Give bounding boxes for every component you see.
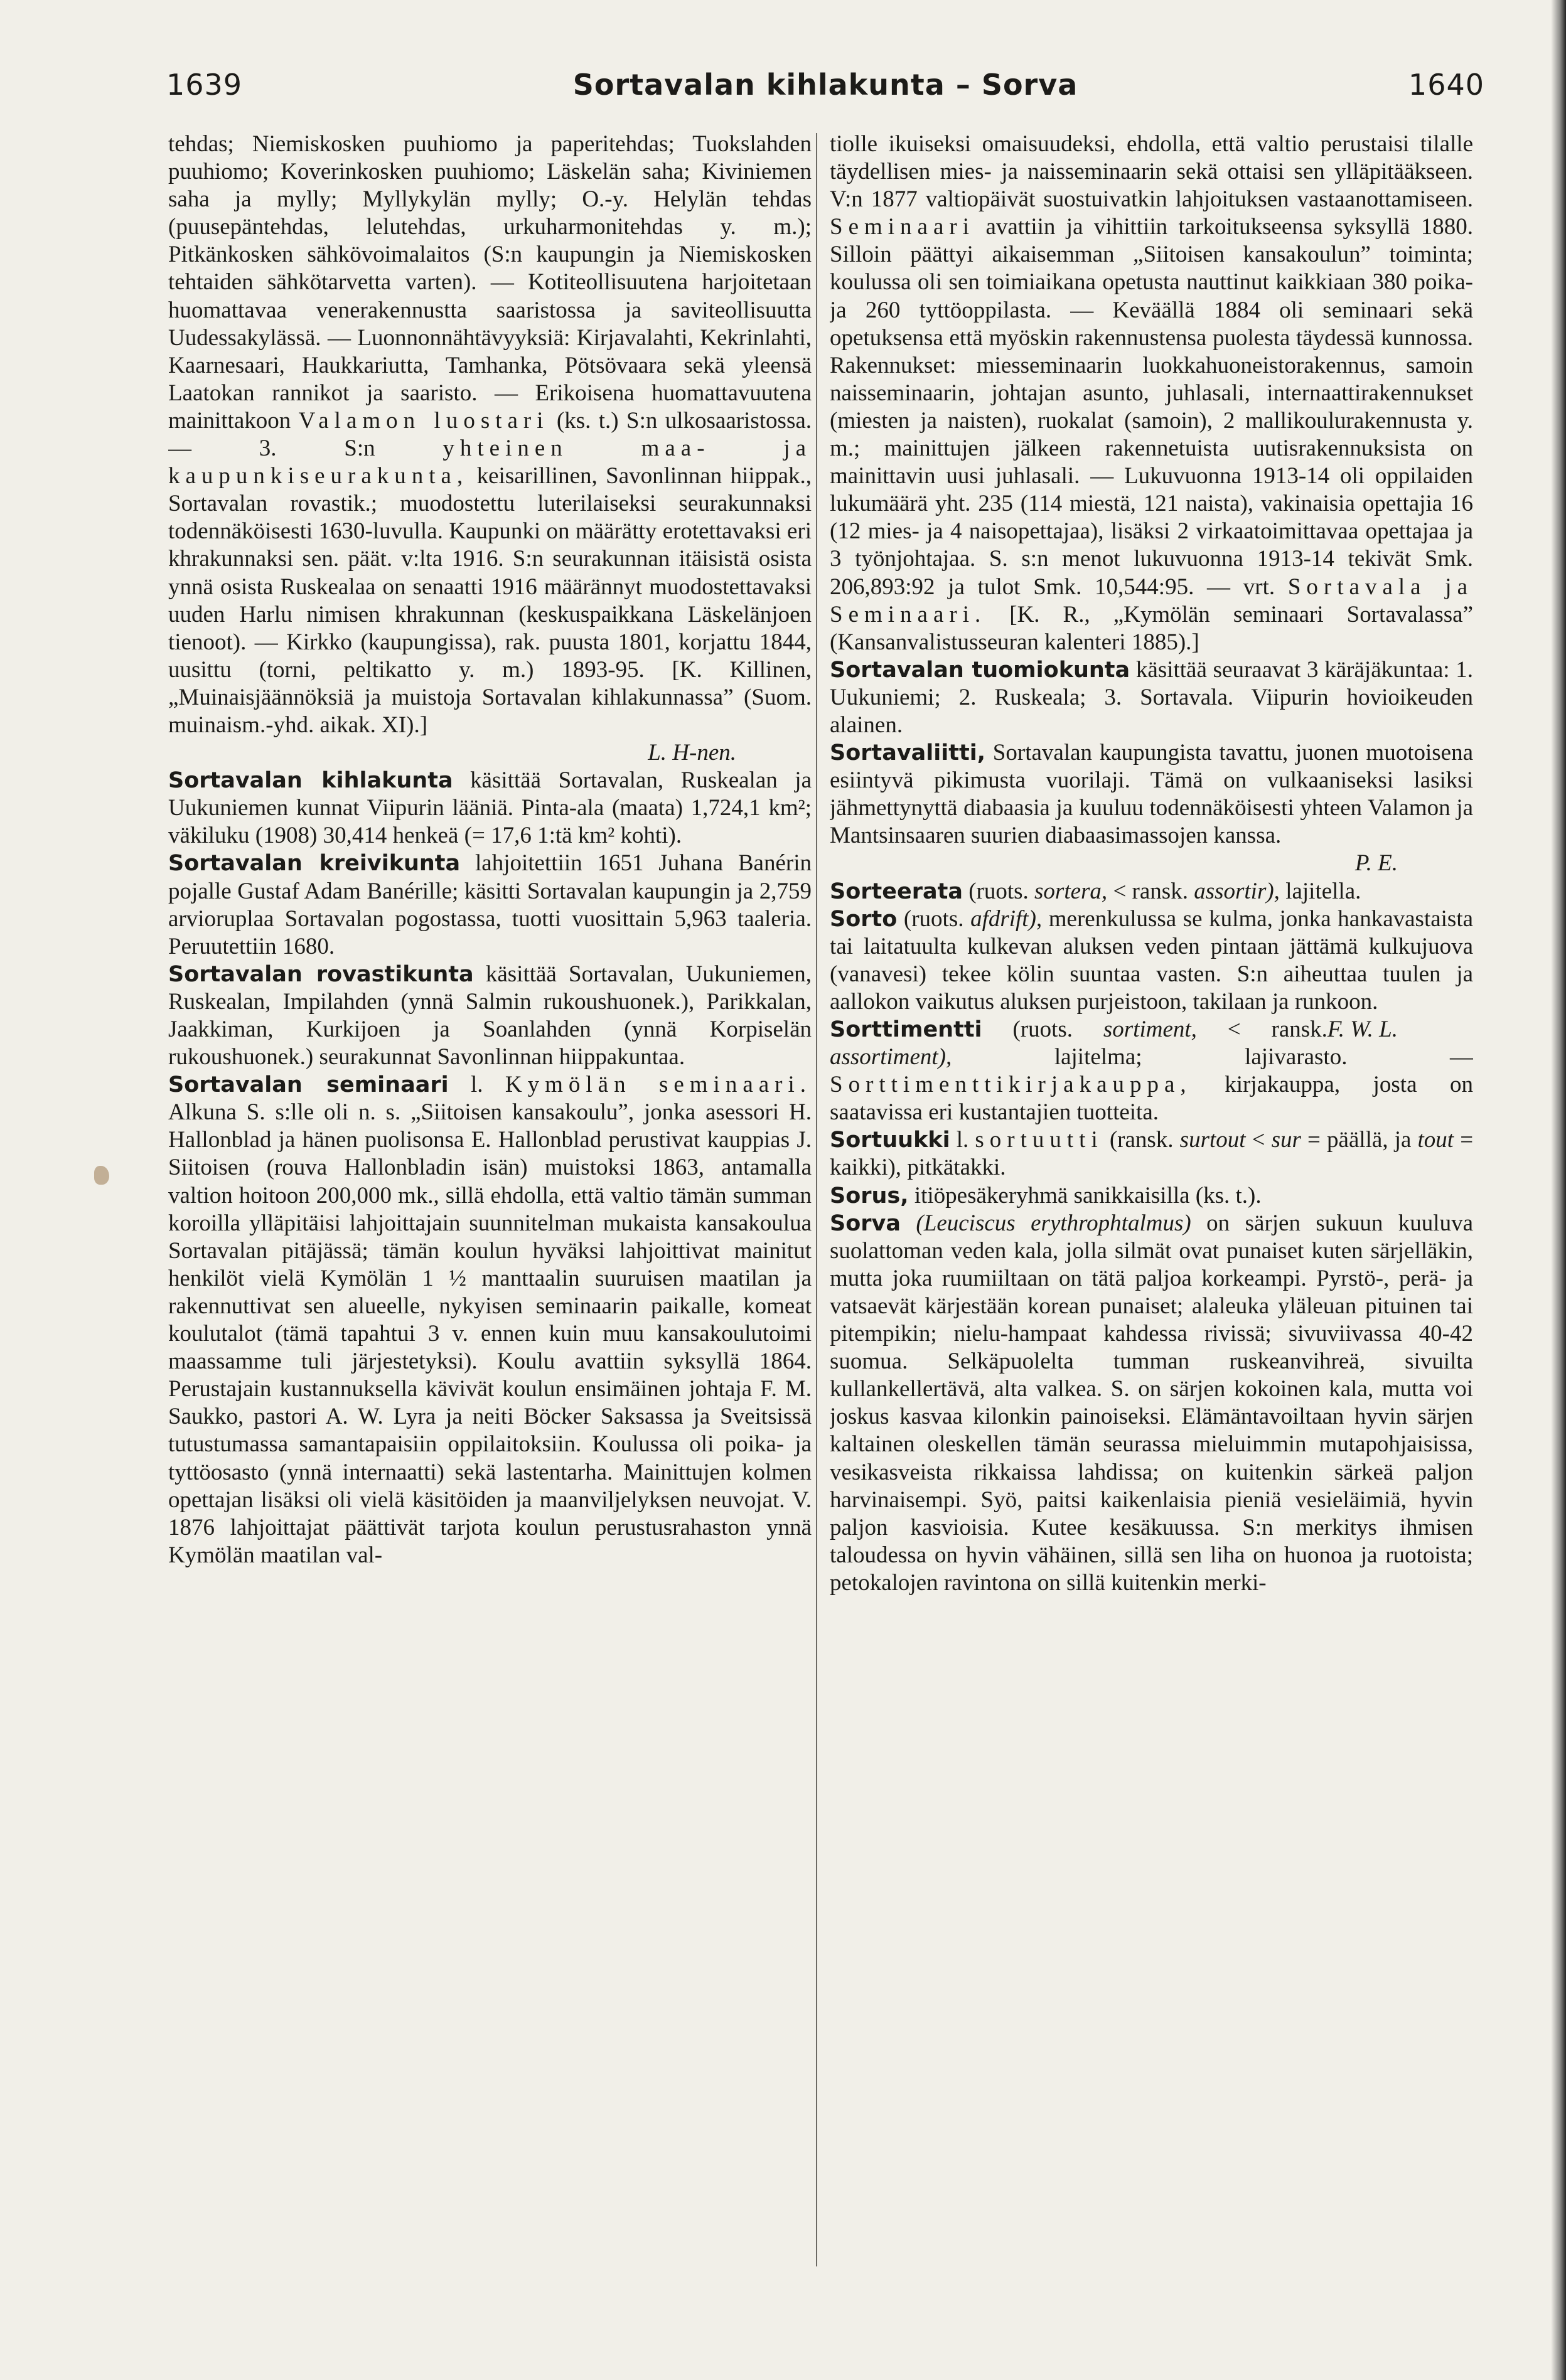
left-column	[168, 131, 812, 2352]
entry-text: = kaikki), pitkätakki.	[830, 1127, 1473, 1181]
entry-text: käsittää seuraavat 3 käräjäkuntaa: 1. Uukuniemi; 2. Ruskeala; 3. Sortavala. Viipurin hovioikeuden alainen.	[830, 656, 1473, 738]
entry-sorva	[830, 1210, 1473, 1597]
right-column	[830, 131, 1473, 2352]
spaced-term: Seminaari	[830, 214, 975, 240]
entry-heading: Sortavaliitti,	[830, 740, 986, 766]
running-head-title: Sortavalan kihlakunta – Sorva	[572, 68, 1078, 102]
entry-sorus	[830, 1182, 1473, 1210]
foreign-term: assortir),	[1194, 878, 1280, 904]
paragraph	[830, 131, 1473, 656]
entry-heading: Sortavalan seminaari	[168, 1072, 449, 1098]
text: avattiin ja vihittiin tarkoitukseensa syksyllä 1880. Silloin päättyi aikaisemman „Siitoisen kansakoulun” toiminta; koulussa oli sen toimiaikana opetusta nauttinut kaikkiaan 380 poika- ja 260 tyttöoppilasta. — Keväällä 1884 oli seminaari sekä opetuksensa että myöskin rakennustensa puolesta täydessä kunnossa. Rakennukset: miesseminaarin luokkahuoneistorakennus, samoin naisseminaarin, johtajan asunto, juhlasali, internaattirakennukset (miesten ja naisten), ruokalat (samoin), 2 mallikoulurakennusta y. m.; mainittujen jälkeen rakennetuista uutisrakennuksista on mainittavin uusi juhlasali. — Lukuvuonna 1913-14 oli oppilaiden lukumäärä yht. 235 (114 miestä, 121 naista), vakinaisia opettajia 16 (12 mies- ja 4 naisopettajaa), lisäksi 2 virkaatoimittavaa opettajaa ja 3 työnjohtajaa. S. s:n menot lukuvuonna 1913-14 tekivät Smk. 206,893:92 ja tulot Smk. 10,544:95. — vrt.	[830, 214, 1473, 600]
page-number-left: 1639	[166, 68, 243, 102]
paragraph	[168, 131, 812, 739]
text: tehdas; Niemiskosken puuhiomo ja paperitehdas; Tuokslahden puuhiomo; Koverinkosken puuhiomo; Läskelän saha; Kiviniemen saha ja mylly; Myllykylän mylly; O.-y. Helylän tehdas (puusepäntehdas, lelutehdas, urkuharmonitehdas y. m.); Pitkänkosken sähkövoimalaitos (S:n kaupungin ja Niemiskosken tehtaiden sähkötarvetta varten). — Kotiteollisuutena harjoitetaan huomattavaa venerakennustta saaristossa ja saviteollisuutta Uudessakylässä. — Luonnonnähtävyyksiä: Kirjavalahti, Kekrinlahti, Kaarnesaari, Haukkariutta, Tamhanka, Pötsövaara sekä yleensä Laatokan rannikot ja saaristo. — Erikoisena huomattavuutena mainittakoon	[168, 131, 812, 434]
text: keisarillinen, Savonlinnan hiippak., Sortavalan rovastik.; muodostettu luterilaiseksi seurakunnaksi todennäköisesti 1630-luvulla. Kaupunki on määrätty erotettavaksi eri khrakunnaksi sen. päät. v:lta 1916. S:n seurakunnan itäisistä osista ynnä osista Ruskealaa on senaatti 1916 määrännyt muodostettavaksi uuden Harlu nimisen khrakunnan (keskuspaikkana Läskelänjoen tienoot). — Kirkko (kaupungissa), rak. puusta 1801, korjattu 1844, uusittu (torni, peltikatto y. m.) 1893-95. [K. Killinen, „Muinaisjäännöksiä ja muistoja Sortavalan kihlakunnassa” (Suom. muinaism.-yhd. aikak. XI).]	[168, 463, 812, 738]
foreign-term: sortiment,	[1103, 1017, 1197, 1042]
entry-heading: Sorva	[830, 1210, 901, 1236]
entry-sortuukki	[830, 1126, 1473, 1182]
foreign-term: tout	[1417, 1127, 1454, 1153]
entry-heading: Sorteerata	[830, 878, 963, 904]
entry-sortavalan-rovastikunta	[168, 961, 812, 1071]
signature: L. H-nen.	[648, 740, 736, 766]
page-edge-shadow	[1551, 0, 1566, 2380]
entry-text: (ruots.	[968, 878, 1029, 904]
entry-text: < ransk.	[1227, 1017, 1327, 1042]
entry-heading: Sorto	[830, 906, 898, 932]
entry-text: on särjen sukuun kuuluva suolattoman veden kala, jolla silmät ovat punaiset kuten särjelläkin, mutta joka ruumiiltaan on tätä paljoa korkeampi. Pyrstö-, perä- ja vatsaevät kärjestään korean punaiset; alaleuka yläleuan pituinen tai pitempikin; nielu-hampaat kahdessa rivissä; sivuviivassa 40-42 suomua. Selkäpuolelta tumman ruskeanvihreä, sivuilta kullankellertävä, alta valkea. S. on särjen kokoinen kala, mutta voi joskus kasvaa kilonkin painoiseksi. Elämäntavoiltaan hyvin särjen kaltainen oleskellen tämän seurassa mieluimmin mutapohjaisissa, vesikasveista rikkaissa lahdissa; on kuitenkin särkeä paljon harvinaisempi. Syö, paitsi kaikenlaisia pieniä vesieläimiä, hyvin paljon kasvioisia. Kutee kesäkuussa. S:n merkitys ihmisen taloudessa on hyvin vähäinen, sillä sen liha on huonoa ja ruotoista; petokalojen ravintona on sillä kuitenkin merki-	[830, 1210, 1473, 1596]
foreign-term: sortera,	[1034, 878, 1108, 904]
entry-heading: Sortavalan kreivikunta	[168, 851, 461, 877]
entry-heading: Sortavalan kihlakunta	[168, 768, 453, 794]
entry-text: merenkulussa se kulma, jonka hankavastaista tai laitatuulta kulkevan aluksen veden pintaan jättämä kulkujuova (vanavesi) tekee kölin suuntaa vasten. S:n aiheuttaa tuulen ja aallokon vaikutus aluksen purjeistoon, takilaan ja runkoon.	[830, 905, 1473, 1015]
signature: P. E.	[1354, 850, 1398, 877]
entry-text: Sortavalan kaupungista tavattu, juonen muotoisena esiintyvä pikimusta vuorilaji. Tämä on vulkaaniseksi lasiksi jähmettynyttä diabaasia ja kuuluu todennäköisesti yhteen Valamon ja Mantsinsaaren suurien diabaasimassojen kanssa.	[830, 740, 1473, 849]
spaced-term: sortuutti	[975, 1127, 1103, 1153]
spaced-term: yhteinen maa- ja kaupunkiseurakunta,	[168, 435, 812, 489]
spaced-term: Valamon luostari	[298, 407, 549, 434]
entry-text: käsittää Sortavalan, Ruskealan ja Uukuniemen kunnat Viipurin lääniä. Pinta-ala (maata) 1,724,1 km²; väkiluku (1908) 30,414 henkeä (= 17,6 1:tä km² kohti).	[168, 767, 812, 849]
column-divider	[816, 133, 817, 2266]
entry-sortavalan-seminaari	[168, 1071, 812, 1569]
foreign-term: sur	[1271, 1127, 1301, 1153]
entry-text: kirjakauppa, josta on saatavissa eri kustantajien tuotteita.	[830, 1072, 1473, 1126]
entry-sortavaliitti	[830, 739, 1473, 850]
entry-text: < ransk.	[1113, 878, 1188, 904]
spaced-term: Sorttimenttikirjakauppa,	[830, 1072, 1192, 1098]
entry-text: l.	[956, 1127, 969, 1153]
entry-heading: Sortavalan rovastikunta	[168, 961, 474, 987]
entry-text: lajitelma; lajivarasto. —	[1054, 1044, 1473, 1070]
text: [K. R., „Kymölän seminaari Sortavalassa” (Kansanvalistusseuran kalenteri 1885).]	[830, 601, 1473, 655]
entry-text: Alkuna S. s:lle oli n. s. „Siitoisen kansakoulu”, jonka asessori H. Hallonblad ja hänen puolisonsa E. Hallonblad perustivat kauppias J. Siitoisen (rouva Hallonbladin isän) muistoksi 1863, antamalla valtion hoitoon 200,000 mk., sillä ehdolla, että valtio tämän summan koroilla ylläpitäisi lahjoittajain suunnitelman mukaista kansakoulua Sortavalan pitäjässä; tämän koulun hyväksi lahjoittivat mainitut henkilöt vielä Kymölän 1 ½ manttaalin suuruisen maatilan ja rakennuttivat sen alueelle, nykyisen seminaarin paikalle, komeat koulutalot (tämä tapahtui 3 v. ennen kuin muu kansakoulutoimi maassamme tuli järjestetyksi). Koulu avattiin syksyllä 1864. Perustajain kustannuksella kävivät koulun ensimäinen johtaja F. M. Saukko, pastori A. W. Lyra ja neiti Böcker Saksassa ja Sveitsissä tutustumassa samantapaisiin oppilaitoksiin. Koulussa oli poika- ja tyttöosasto (ynnä internaatti) sekä lastentarha. Mainittujen kolmen opettajan lisäksi oli vielä käsitöiden ja maanviljelyksen neuvojat. V. 1876 lahjoittajat päättivät tarjota koulun perustusrahaston ynnä Kymölän maatilan val-	[168, 1099, 812, 1568]
entry-text: itiöpesäkeryhmä sanikkaisilla (ks. t.).	[914, 1182, 1262, 1209]
entry-sortavalan-kihlakunta	[168, 767, 812, 850]
spaced-term: Kymölän seminaari.	[505, 1072, 812, 1098]
entry-heading: Sorttimentti	[830, 1017, 982, 1042]
entry-text: lahjoitettiin 1651 Juhana Banérin pojalle Gustaf Adam Banérille; käsitti Sortavalan kaupungin ja 2,759 arvioruplaa Sortavalan pogostassa, tuotti vuosittain 5,963 taaleria. Peruutettiin 1680.	[168, 850, 812, 959]
latin-name: (Leuciscus erythrophtalmus)	[916, 1210, 1191, 1236]
entry-text: (ruots.	[1012, 1017, 1073, 1042]
signature: F. W. L.	[1327, 1017, 1398, 1042]
spaced-term: Sortavala ja Seminaari.	[830, 574, 1473, 627]
entry-sortavalan-kreivikunta	[168, 850, 812, 960]
entry-text: käsittää Sortavalan, Uukuniemen, Ruskealan, Impilahden (ynnä Salmin rukoushuonek.), Parikkalan, Jaakkiman, Kurkijoen ja Soanlahden (ynnä Korpiselän rukoushuonek.) seurakunnat Savonlinnan hiippakuntaa.	[168, 961, 812, 1070]
entry-sorteerata	[830, 878, 1473, 905]
foreign-term: afdrift),	[970, 905, 1043, 932]
text: (ks. t.) S:n ulkosaaristossa. — 3. S:n	[168, 407, 812, 462]
foreign-term: assortiment),	[830, 1044, 952, 1070]
entry-text: = päällä, ja	[1307, 1127, 1412, 1153]
text: tiolle ikuiseksi omaisuudeksi, ehdolla, että valtio perustaisi tilalle täydellisen mies- ja naisseminaarin sekä ottaisi sen ylläpitääkseen. V:n 1877 valtiopäivät suostuivatkin lahjoituksen vastaanottamiseen.	[830, 131, 1473, 213]
entry-text: <	[1252, 1127, 1265, 1153]
page-number-right: 1640	[1408, 68, 1484, 102]
entry-text: (ransk.	[1109, 1127, 1174, 1153]
foreign-term: surtout	[1179, 1127, 1246, 1153]
entry-text: l.	[470, 1072, 483, 1098]
entry-heading: Sortuukki	[830, 1128, 950, 1153]
entry-sortavalan-tuomiokunta	[830, 656, 1473, 739]
entry-text: lajitella.	[1285, 878, 1361, 904]
paper-stain	[94, 1166, 109, 1185]
page-header	[166, 68, 1484, 118]
entry-heading: Sortavalan tuomiokunta	[830, 657, 1130, 683]
entry-heading: Sorus,	[830, 1183, 909, 1209]
entry-text: (ruots.	[903, 905, 964, 932]
